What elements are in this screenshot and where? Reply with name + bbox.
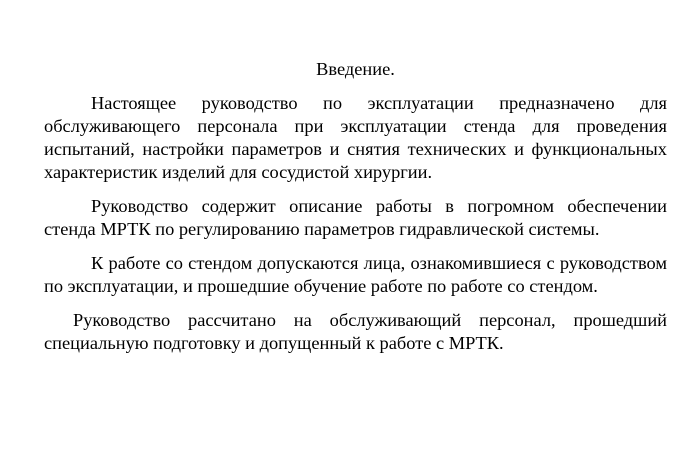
paragraph-audience: Руководство рассчитано на обслуживающий персонал, прошедший специальную подготовку и допущенный к работе с МРТК. — [44, 310, 667, 353]
paragraph-access: К работе со стендом допускаются лица, ознакомившиеся с руководством по эксплуатации, и прошедшие обучение работе по работе со стендом. — [44, 253, 667, 296]
paragraph-purpose: Настоящее руководство по эксплуатации предназначено для обслуживающего персонала при эксплуатации стенда для проведения испытаний, настройки параметров и снятия технических и функциональных характеристик изделий для сосудистой хирургии. — [44, 93, 667, 182]
section-heading: Введение. — [316, 59, 395, 79]
paragraph-contents: Руководство содержит описание работы в погромном обеспечении стенда МРТК по регулированию параметров гидравлической системы. — [44, 196, 667, 239]
document-page — [44, 58, 667, 366]
